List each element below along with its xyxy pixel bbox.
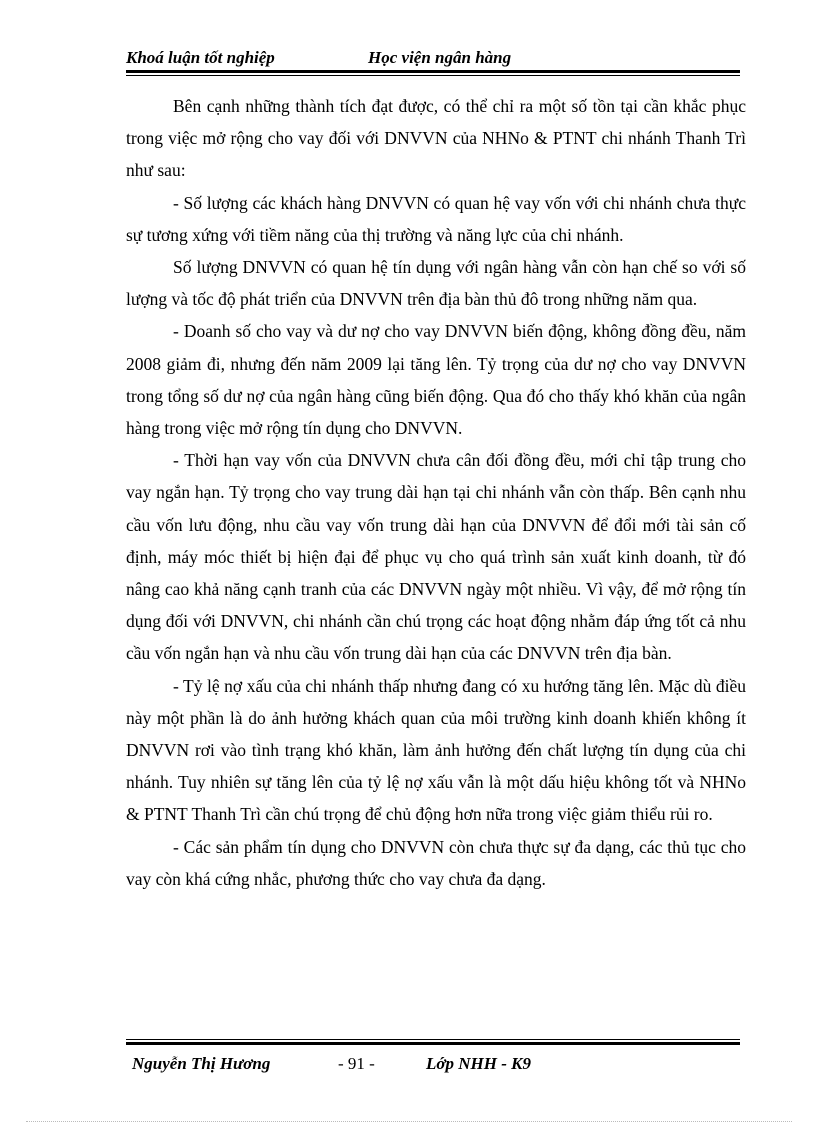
page-number: - 91 - [338,1054,375,1073]
paragraph-loan-term: - Thời hạn vay vốn của DNVVN chưa cân đối đồng đều, mới chỉ tập trung cho vay ngắn hạn. Tỷ trọng cho vay trung dài hạn tại chi nhánh vẫn còn thấp. Bên cạnh nhu cầu vốn lưu động, nhu cầu vay vốn trung dài hạn của DNVVN để đổi mới tài sản cố định, máy móc thiết bị hiện đại để phục vụ cho quá trình sản xuất kinh doanh, từ đó nâng cao khả năng cạnh tranh của các DNVVN ngày một nhiều. Vì vậy, để mở rộng tín dụng đối với DNVVN, chi nhánh cần chú trọng các hoạt động nhằm đáp ứng tốt cả nhu cầu vốn ngắn hạn và nhu cầu vốn trung dài hạn của các DNVVN trên địa bàn. [126,450,746,664]
paragraph-loan-volume: - Doanh số cho vay và dư nợ cho vay DNVVN biến động, không đồng đều, năm 2008 giảm đi, nhưng đến năm 2009 lại tăng lên. Tỷ trọng của dư nợ cho vay DNVVN trong tổng số dư nợ của ngân hàng cũng biến động. Qua đó cho thấy khó khăn của ngân hàng trong việc mở rộng tín dụng cho DNVVN. [126,321,746,439]
footer-author: Nguyễn Thị Hương [132,1054,271,1073]
paragraph-credit-products: - Các sản phẩm tín dụng cho DNVVN còn chưa thực sự đa dạng, các thủ tục cho vay còn khá cứng nhắc, phương thức cho vay chưa đa dạng. [126,836,746,889]
footer-rule-thick [126,1042,740,1045]
page-bottom-border [26,1121,792,1122]
page-footer [126,1054,740,1078]
header-thesis-title: Khoá luận tốt nghiệp [126,48,275,67]
paragraph-bad-debt: - Tỷ lệ nợ xấu của chi nhánh thấp nhưng đang có xu hướng tăng lên. Mặc dù điều này một phần là do ảnh hưởng khách quan của môi trường kinh doanh khiến không ít DNVVN rơi vào tình trạng khó khăn, làm ảnh hưởng đến chất lượng tín dụng của chi nhánh. Tuy nhiên sự tăng lên của tỷ lệ nợ xấu vẫn là một dấu hiệu không tốt và NHNo & PTNT Thanh Trì cần chú trọng để chủ động hơn nữa trong việc giảm thiểu rủi ro. [126,675,746,825]
paragraph-credit-relations: Số lượng DNVVN có quan hệ tín dụng với ngân hàng vẫn còn hạn chế so với số lượng và tốc độ phát triển của DNVVN trên địa bàn thủ đô trong những năm qua. [126,257,746,310]
header-rule-thin [126,75,740,76]
body-text [126,90,746,895]
header-rule-thick [126,70,740,73]
paragraph-customer-count: - Số lượng các khách hàng DNVVN có quan hệ vay vốn với chi nhánh chưa thực sự tương xứng với tiềm năng của thị trường và năng lực của chi nhánh. [126,192,746,245]
footer-class: Lớp NHH - K9 [426,1054,531,1073]
header-institution: Học viện ngân hàng [368,48,512,67]
paragraph-intro: Bên cạnh những thành tích đạt được, có thể chỉ ra một số tồn tại cần khắc phục trong việc mở rộng cho vay đối với DNVVN của NHNo & PTNT chi nhánh Thanh Trì như sau: [126,96,746,181]
page-header [126,48,738,70]
footer-rule-thin [126,1039,740,1040]
